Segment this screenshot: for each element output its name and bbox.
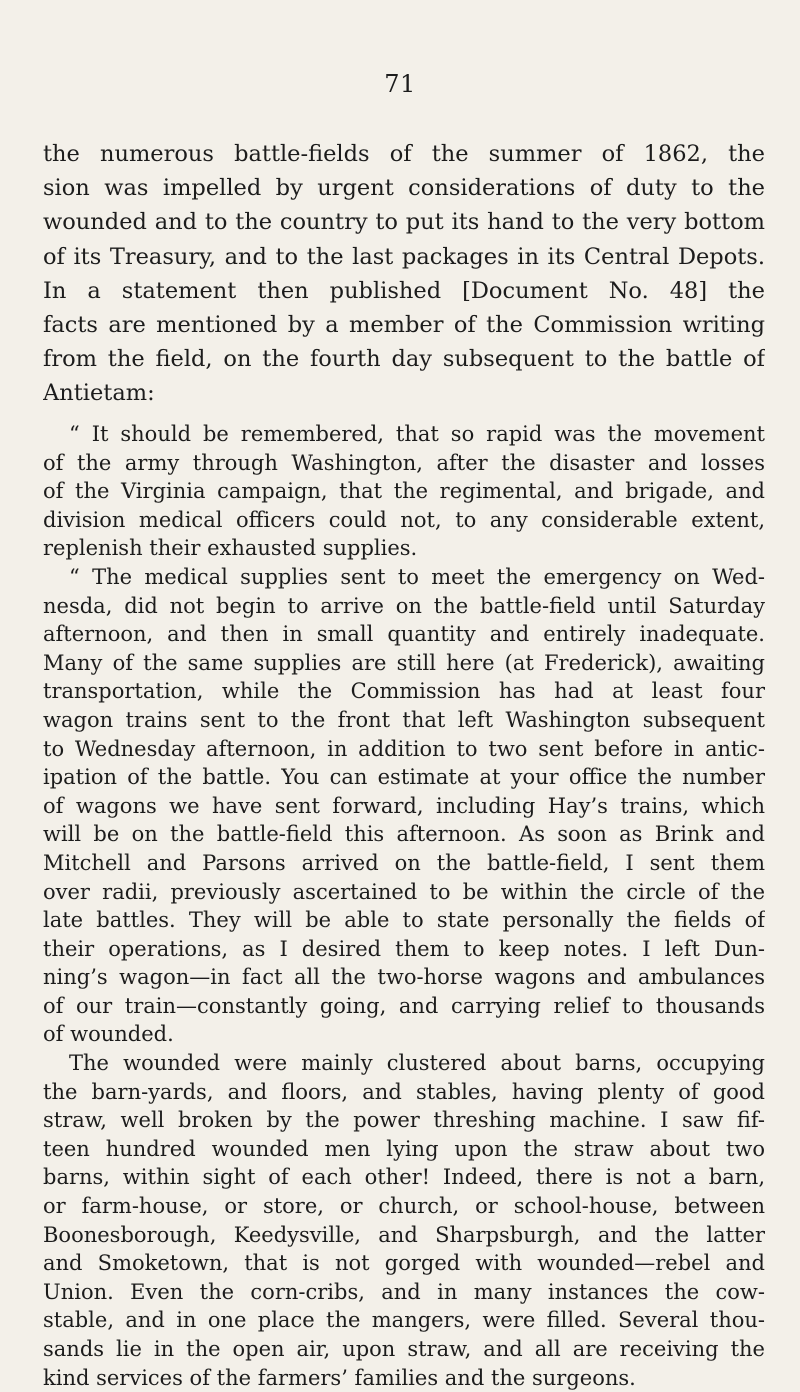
text-line: the barn-yards, and floors, and stables, having plenty of good [43, 1079, 765, 1104]
text-line: will be on the battle-field this afternoon. As soon as Brink and [43, 822, 765, 847]
text-line: from the field, on the fourth day subsequent to the battle of [43, 346, 765, 373]
text-line: or farm-house, or store, or church, or school-house, between [43, 1194, 765, 1219]
text-line: “ It should be remembered, that so rapid was the movement [69, 422, 765, 446]
text-line: ipation of the battle. You can estimate at your office the number [43, 765, 765, 790]
text-line: Union. Even the corn-cribs, and in many instances the cow- [43, 1279, 765, 1304]
text-line: straw, well broken by the power threshing machine. I saw fif- [43, 1108, 765, 1133]
text-line: and Smoketown, that is not gorged with wounded—rebel and [43, 1251, 765, 1276]
text-line: afternoon, and then in small quantity and entirely inadequate. [43, 622, 765, 647]
text-line: over radii, previously ascertained to be within the circle of the [43, 879, 765, 904]
text-line: Mitchell and Parsons arrived on the battle-field, I sent them [43, 850, 765, 875]
text-line: of the army through Washington, after the disaster and losses [43, 450, 765, 475]
text-line: sands lie in the open air, upon straw, and all are receiving the [43, 1337, 765, 1361]
text-line: of our train—constantly going, and carrying relief to thousands [43, 993, 765, 1018]
text-line: late battles. They will be able to state personally the fields of [43, 908, 765, 933]
text-line: to Wednesday afternoon, in addition to two sent before in antic- [43, 736, 765, 761]
text-line: of the Virginia campaign, that the regimental, and brigade, and [43, 479, 765, 504]
text-line: teen hundred wounded men lying upon the straw about two [43, 1136, 765, 1161]
text-line: sion was impelled by urgent considerations of duty to the [43, 175, 765, 202]
text-line: of its Treasury, and to the last packages in its Central Depots. [43, 243, 765, 270]
text-line: their operations, as I desired them to keep notes. I left Dun- [43, 936, 765, 961]
text-line: of wounded. [43, 1022, 174, 1047]
text-line: Many of the same supplies are still here (at Frederick), awaiting [43, 650, 765, 675]
text-line: division medical officers could not, to any considerable extent, [43, 507, 765, 532]
text-line: In a statement then published [Document No. 48] the [43, 277, 765, 304]
text-line: The wounded were mainly clustered about barns, occupying [69, 1051, 765, 1076]
text-line: barns, within sight of each other! Indeed, there is not a barn, [43, 1165, 765, 1190]
text-line: of wagons we have sent forward, including Hay’s trains, which [43, 793, 765, 818]
text-line: transportation, while the Commission has had at least four [43, 679, 765, 704]
quoted-letter [43, 420, 765, 1392]
text-line: kind services of the farmers’ families and the surgeons. [43, 1365, 636, 1390]
text-line: wagon trains sent to the front that left Washington subsequent [43, 707, 765, 732]
text-line: “ The medical supplies sent to meet the emergency on Wed- [69, 564, 765, 589]
text-line: nesda, did not begin to arrive on the battle-field until Saturday [43, 593, 765, 618]
text-line: facts are mentioned by a member of the Commission writing [43, 311, 765, 338]
intro-paragraph [43, 137, 765, 411]
page-number: 71 [384, 70, 416, 98]
text-line: stable, and in one place the mangers, were filled. Several thou- [43, 1308, 765, 1333]
text-line: replenish their exhausted supplies. [43, 536, 418, 561]
text-line: wounded and to the country to put its hand to the very bottom [43, 209, 765, 236]
text-line: ning’s wagon—in fact all the two-horse wagons and ambulances [43, 965, 765, 990]
text-line: the numerous battle-fields of the summer of 1862, the [43, 141, 765, 167]
text-line: Boonesborough, Keedysville, and Sharpsburgh, and the latter [43, 1222, 765, 1247]
text-line: Antietam: [43, 380, 155, 407]
